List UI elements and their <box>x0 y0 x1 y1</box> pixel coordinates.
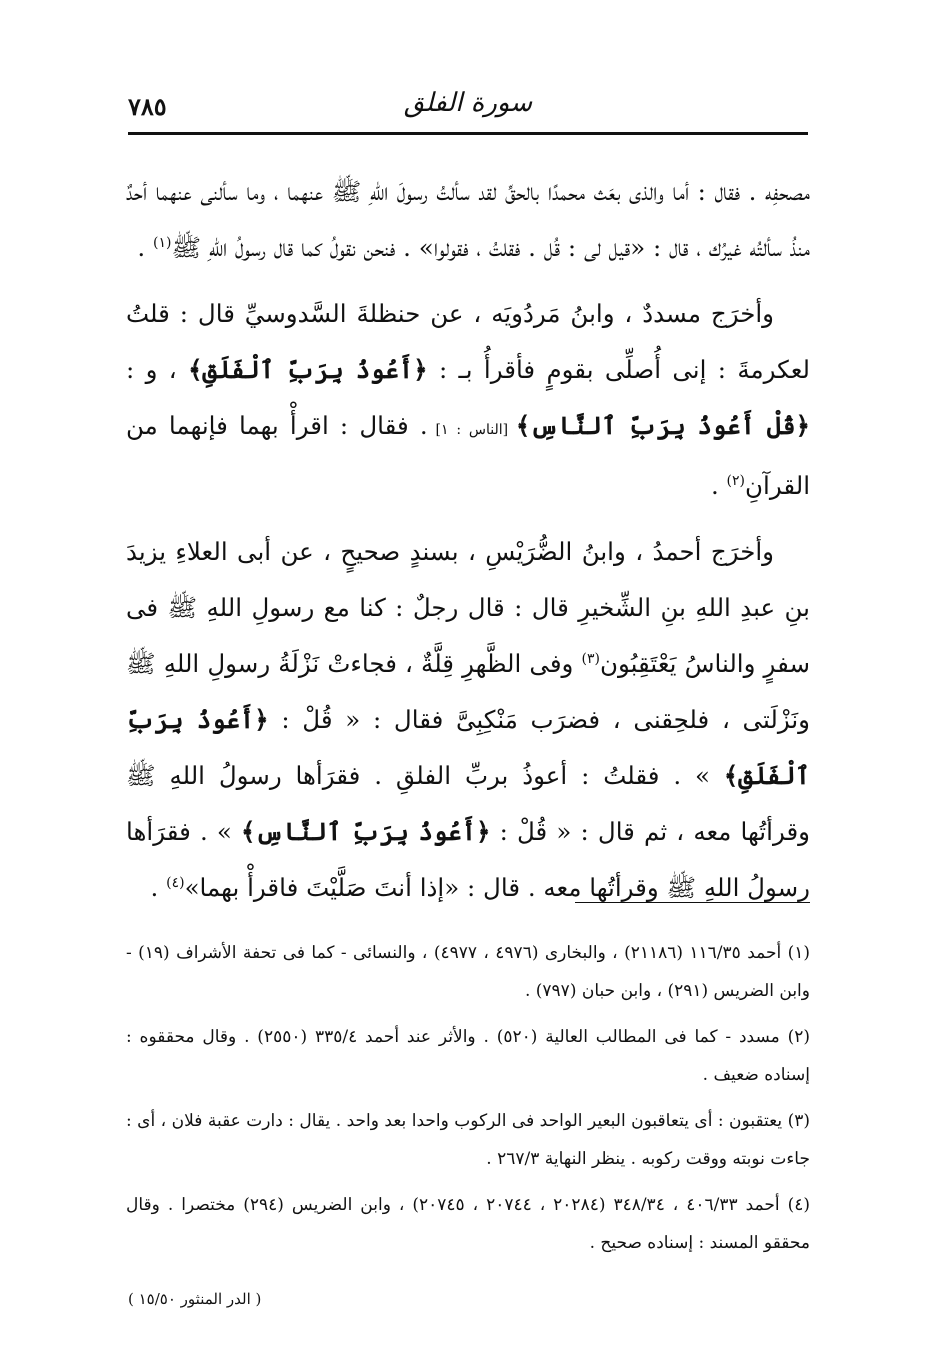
paragraph-3-text-d: » . فقرَأها رسولُ اللهِ ﷺ وقرأتُها معه . قال : «إذا أنتَ صَلَّيْتَ فاقرأْ بهما» <box>126 817 810 902</box>
paragraph-3-end: . <box>150 873 167 902</box>
footnote-marker-2: (٢) <box>726 472 746 489</box>
paragraph-1-text: مصحفِه . فقال : أما والذى بعَث محمدًا بالحقِّ لقد سألتُ رسولَ اللهِ ﷺ عنهما ، وما سألنى عنهما أحدٌ منذُ سألتُه غيرُك ، قال : «قيل لى : قُل . فقلتُ ، فقولوا» . فنحن نقولُ كما قال رسولُ اللهِ ﷺ <box>126 177 810 262</box>
paragraph-2 <box>126 286 810 514</box>
footnote-3: (٣) يعتقبون : أى يتعاقبون البعير الواحد فى الركوب واحدا بعد واحد . يقال : دارت عقبة فلان ، أى : جاءت نوبته ووقت ركوبه . ينظر النهاية ٢٦٧/٣ . <box>126 1111 810 1169</box>
footnote-marker-1: (١) <box>152 234 172 251</box>
quran-quote-falaq-2: ﴿أَعُوذُ بِرَبِّ ٱلْفَلَقِ﴾ <box>126 705 810 790</box>
running-title: سورة الفلق <box>403 88 533 118</box>
footnote-marker-4: (٤) <box>166 874 185 891</box>
quran-quote-falaq: ﴿أَعُوذُ بِرَبِّ ٱلْفَلَقِ﴾ <box>188 355 428 384</box>
paragraph-2-text-c: . فقال : اقرأْ بهما فإنهما من القرآنِ <box>126 411 810 500</box>
footnote-marker-3: (٣) <box>581 650 600 667</box>
page-number: ٧٨٥ <box>128 92 167 121</box>
paragraph-3-text-b: وفى الظَّهرِ قِلَّةٌ ، فجاءتْ نَزْلَةُ رسولِ اللهِ ﷺ ونَزْلَتى ، فلحِقنى ، فضرَب مَنْكِبِىَّ فقال : « قُلْ : <box>126 649 811 734</box>
paragraph-3 <box>126 524 810 916</box>
paragraph-2-text-b: ، و : <box>126 355 189 384</box>
paragraph-3-text-a: وأخرَج أحمدُ ، وابنُ الضُّرَيْسِ ، بسندٍ صحيحٍ ، عن أبى العلاءِ يزيدَ بنِ عبدِ اللهِ بنِ الشِّخيرِ قال : قال رجلٌ : كنا مع رسولِ اللهِ ﷺ فى سفرٍ والناسُ يَعْتَقِبُون <box>126 537 810 678</box>
source-reference: ( الدر المنثور ١٥/٥٠ ) <box>128 1290 262 1308</box>
body-text <box>126 164 810 926</box>
footnote-2: (٢) مسدد - كما فى المطالب العالية (٥٢٠) . والأثر عند أحمد ٣٣٥/٤ (٢٥٥٠) . وقال محققوه : إسناده ضعيف . <box>126 1027 810 1085</box>
footnote-rule <box>575 902 810 903</box>
footnote-4: (٤) أحمد ٤٠٦/٣٣ ، ٣٤٨/٣٤ (٢٠٢٨٤ ، ٢٠٧٤٤ ، ٢٠٧٤٥) ، وابن الضريس (٢٩٤) مختصرا . وقال محققو المسند : إسناده صحيح . <box>126 1195 810 1253</box>
footnote-1: (١) أحمد ١١٦/٣٥ (٢١١٨٦) ، والبخارى (٤٩٧٦ ، ٤٩٧٧) ، والنسائى - كما فى تحفة الأشراف (١٩) - وابن الضريس (٢٩١) ، وابن حبان (٧٩٧) . <box>126 943 810 1001</box>
paragraph-1-end: . <box>137 233 153 262</box>
surah-reference: [الناس : ١] <box>427 422 516 438</box>
quran-quote-nas-2: ﴿أَعُوذُ بِرَبِّ ٱلنَّاسِ﴾ <box>241 817 491 846</box>
paragraph-1 <box>126 164 810 276</box>
paragraph-3-text-c: » . فقلتُ : أعوذُ بربِّ الفلقِ . فقرَأها رسولُ اللهِ ﷺ وقرأتُها معه ، ثم قال : « قُلْ : <box>126 761 810 846</box>
header-rule <box>128 132 808 135</box>
paragraph-2-text-a: وأخرَج مسددٌ ، وابنُ مَردُويَه ، عن حنظلةَ السَّدوسيِّ قال : قلتُ لعكرمةَ : إنى أُصلِّى بقومٍ فأقرأُ بـ : <box>126 299 810 384</box>
footnotes <box>126 934 810 1270</box>
paragraph-2-end: . <box>710 471 727 500</box>
quran-quote-nas: ﴿قُلْ أَعُوذُ بِرَبِّ ٱلنَّاسِ﴾ <box>515 411 810 440</box>
page-header <box>128 80 808 130</box>
